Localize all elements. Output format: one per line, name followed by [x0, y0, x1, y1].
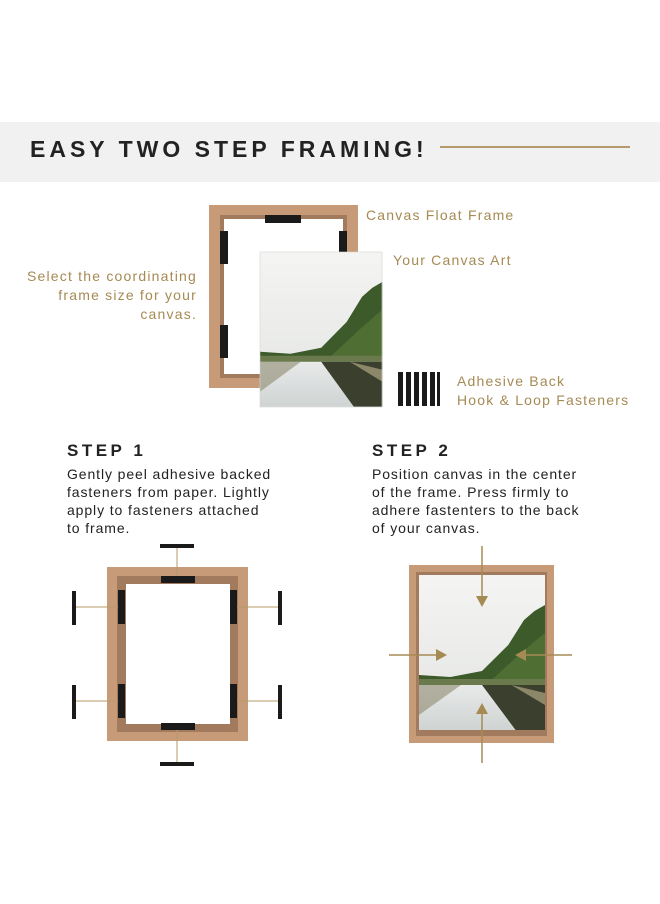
select-frame-size-label	[24, 267, 197, 324]
page-title: EASY TWO STEP FRAMING!	[30, 136, 428, 162]
select-text-line: frame size for your	[58, 287, 197, 303]
step2-line: adhere fastenters to the back	[372, 502, 580, 518]
step1-line: fasteners from paper. Lightly	[67, 484, 270, 500]
step2-line: of your canvas.	[372, 520, 481, 536]
fastener-strips-icon	[398, 372, 440, 406]
select-text-line: Select the coordinating	[26, 268, 197, 284]
step1-title: STEP 1	[67, 441, 147, 460]
canvas-art-label: Your Canvas Art	[393, 252, 512, 268]
step1-frame-diagram	[72, 544, 282, 766]
step1-line: apply to fasteners attached	[67, 502, 260, 518]
step2-framed-canvas-diagram	[389, 546, 572, 763]
step2-line: of the frame. Press firmly to	[372, 484, 570, 500]
fasteners-label-line: Adhesive Back	[457, 373, 566, 389]
select-text-line: canvas.	[140, 306, 197, 322]
step1-description	[67, 465, 307, 537]
step2-line: Position canvas in the center	[372, 466, 578, 482]
step1-line: Gently peel adhesive backed	[67, 466, 272, 482]
step2-title: STEP 2	[372, 441, 452, 460]
step2-description	[372, 465, 632, 537]
canvas-art-image	[260, 252, 382, 407]
fasteners-label	[457, 372, 629, 410]
canvas-float-frame-label: Canvas Float Frame	[366, 207, 515, 223]
step1-line: to frame.	[67, 520, 131, 536]
fasteners-label-line: Hook & Loop Fasteners	[457, 392, 630, 408]
